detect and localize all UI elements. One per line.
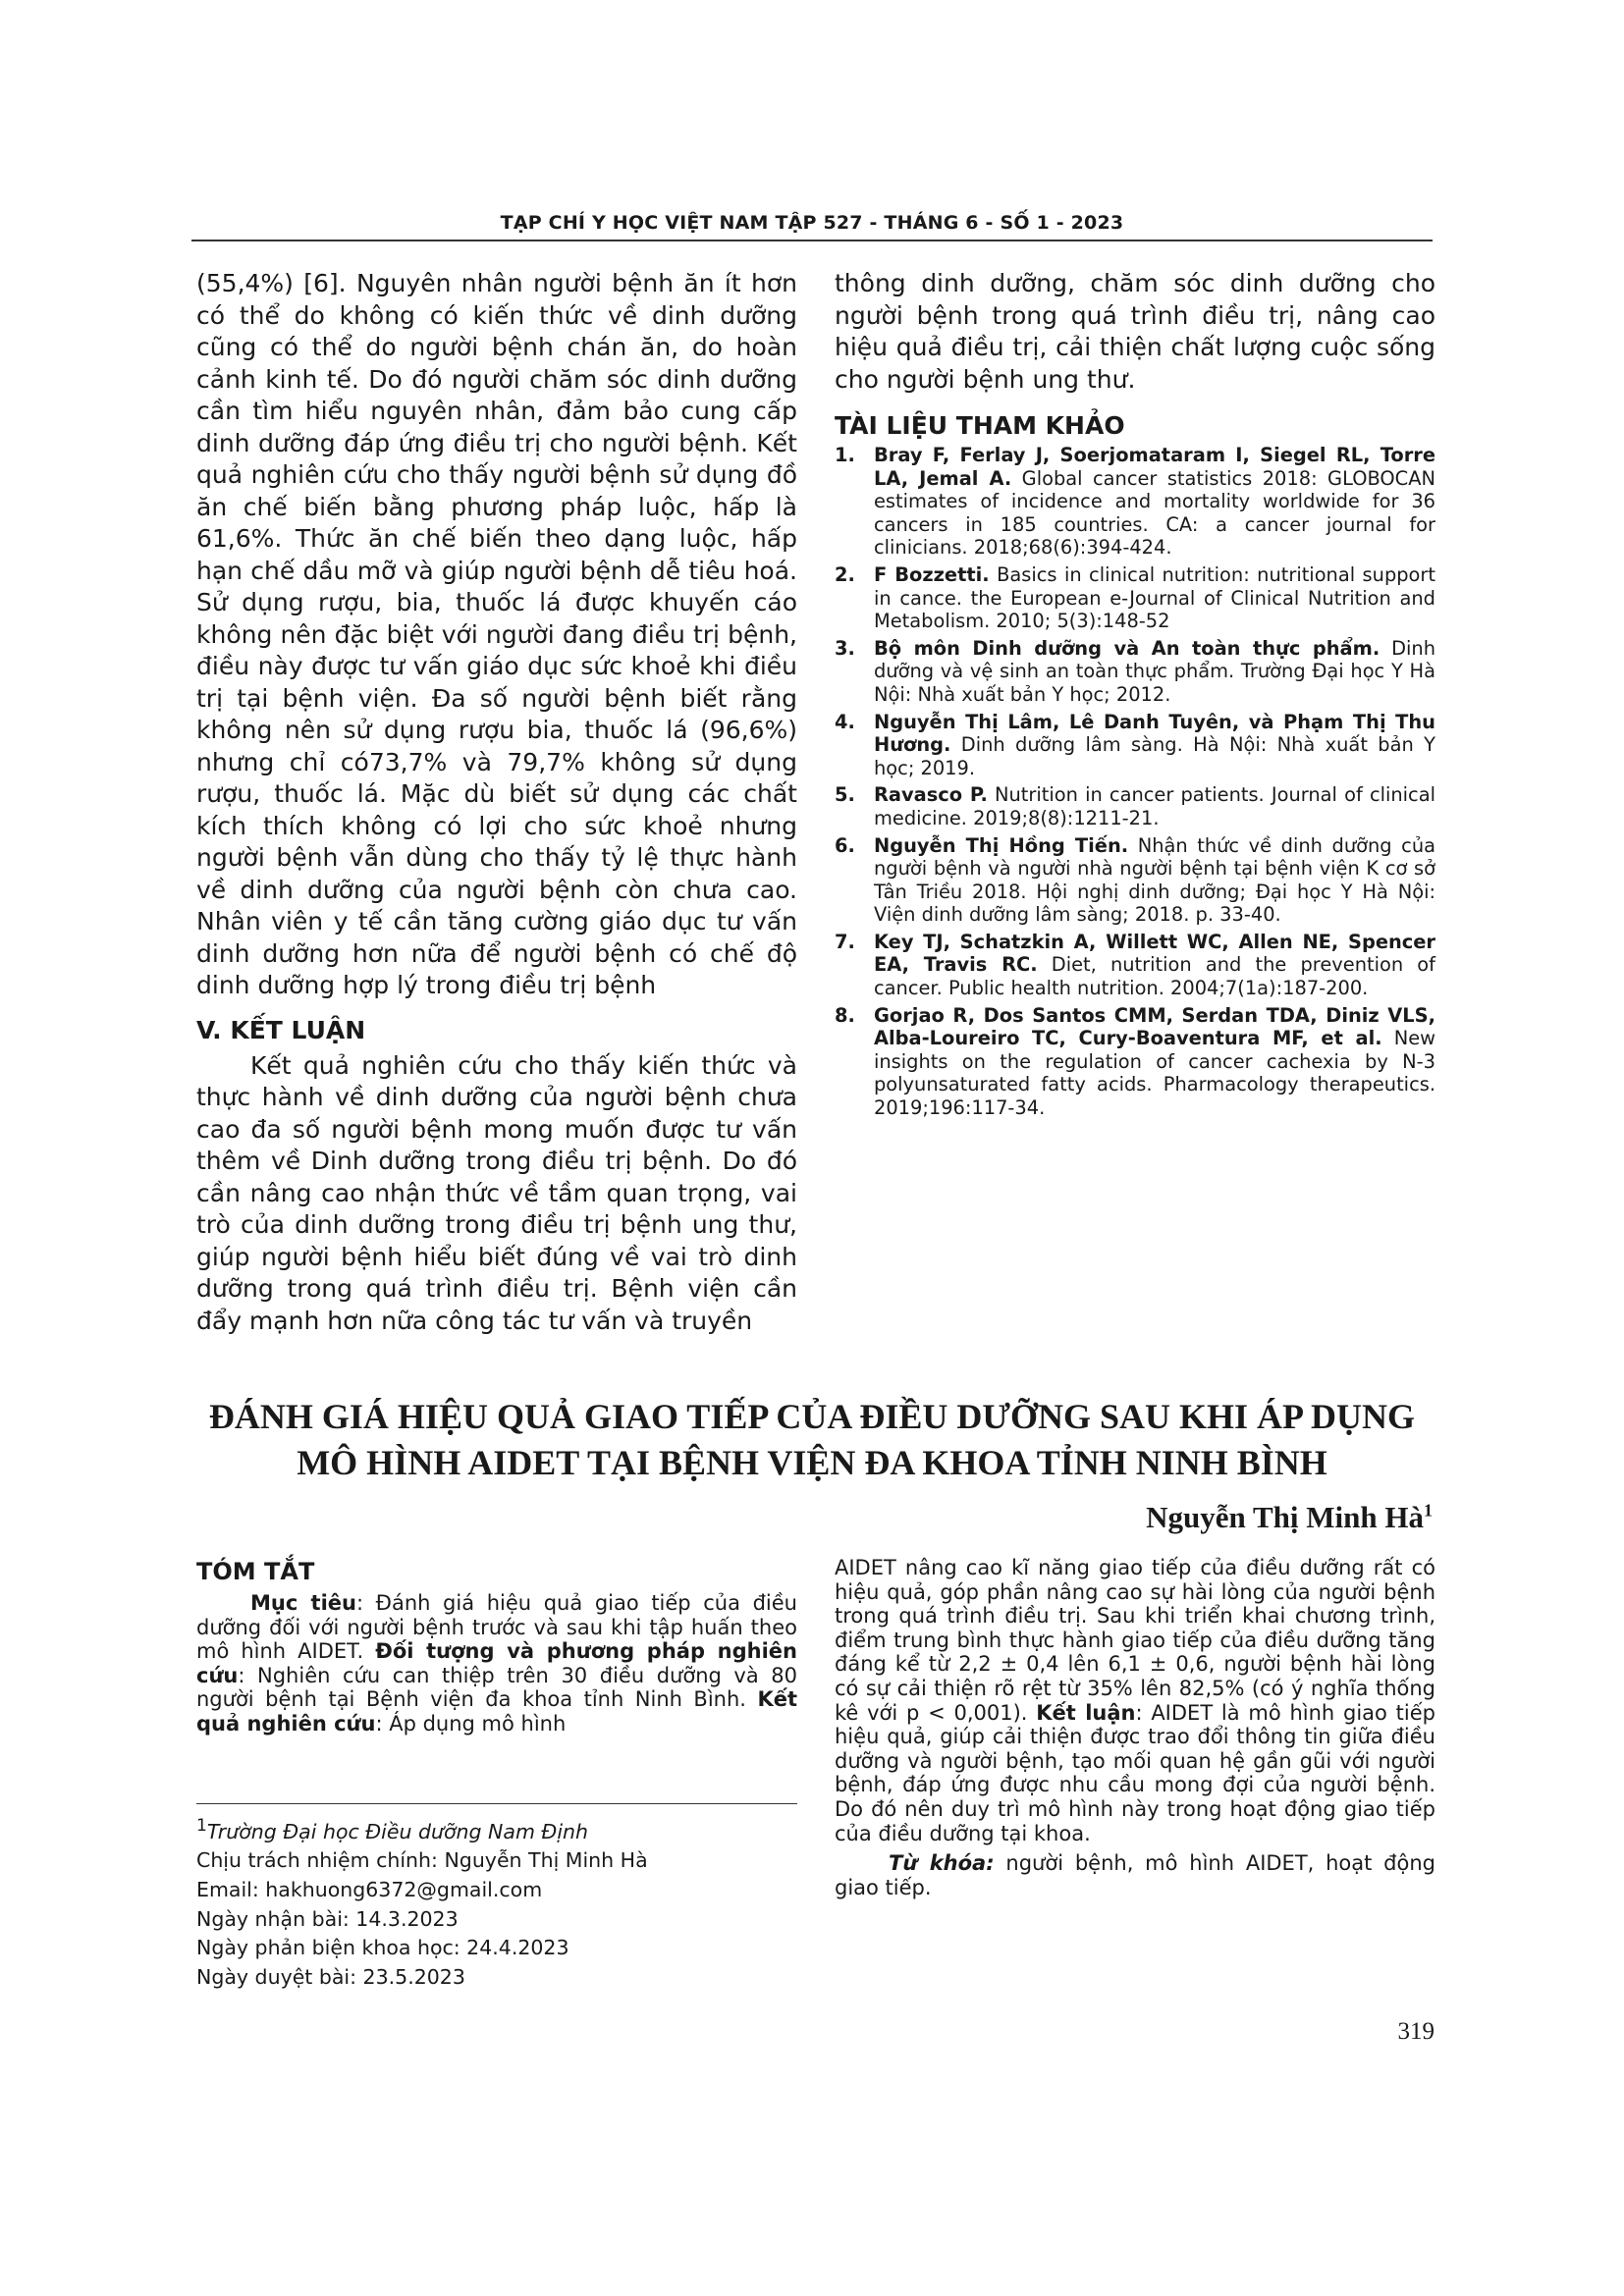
- reference-item: [835, 711, 1435, 780]
- reference-number: 3.: [835, 636, 855, 660]
- reference-text: [874, 444, 1435, 560]
- reference-authors: Bộ môn Dinh dưỡng và An toàn thực phẩm.: [874, 636, 1380, 660]
- reference-number: 4.: [835, 710, 855, 733]
- article-title-line-2: MÔ HÌNH AIDET TẠI BỆNH VIỆN ĐA KHOA TỈNH NINH BÌNH: [297, 1443, 1327, 1482]
- reference-authors: Gorjao R, Dos Santos CMM, Serdan TDA, Diniz VLS, Alba-Loureiro TC, Cury-Boaventura MF, et al.: [874, 1003, 1435, 1050]
- reference-details: Dinh dưỡng lâm sàng. Hà Nội: Nhà xuất bản Y học; 2019.: [874, 733, 1435, 779]
- reference-item: [835, 1004, 1435, 1120]
- reference-text: [874, 1004, 1435, 1120]
- reference-details: New insights on the regulation of cancer cachexia by N-3 polyunsaturated fatty acids. Pharmacology therapeutics. 2019;196:117-34.: [874, 1027, 1435, 1120]
- discussion-paragraph: (55,4%) [6]. Nguyên nhân người bệnh ăn ít hơn có thể do không có kiến thức về dinh dưỡng cũng có thể do người bệnh chán ăn, do hoàn cảnh kinh tế. Do đó người chăm sóc dinh dưỡng cần tìm hiểu nguyên nhân, đảm bảo cung cấp dinh dưỡng đáp ứng điều trị cho người bệnh. Kết quả nghiên cứu cho thấy người bệnh sử dụng đồ ăn chế biến bằng phương pháp luộc, hấp là 61,6%. Thức ăn chế biến theo dạng luộc, hấp hạn chế dầu mỡ và giúp người bệnh dễ tiêu hoá. Sử dụng rượu, bia, thuốc lá được khuyến cáo không nên đặc biệt với người đang điều trị bệnh, điều này được tư vấn giáo dục sức khoẻ khi điều trị tại bệnh viện. Đa số người bệnh biết rằng không nên sử dụng rượu bia, thuốc lá (96,6%) nhưng chỉ có73,7% và 79,7% không sử dụng rượu, thuốc lá. Mặc dù biết sử dụng các chất kích thích không có lợi cho sức khoẻ nhưng người bệnh vẫn dùng cho thấy tỷ lệ thực hành về dinh dưỡng của người bệnh còn chưa cao. Nhân viên y tế cần tăng cường giáo dục tư vấn dinh dưỡng hơn nữa để người bệnh có chế độ dinh dưỡng hợp lý trong điều trị bệnh: [196, 269, 797, 999]
- reference-text: [874, 637, 1435, 707]
- methods-text: : Nghiên cứu can thiệp trên 30 điều dưỡng và 80 người bệnh tại Bệnh viện đa khoa tỉnh Ninh Bình.: [196, 1663, 797, 1712]
- author-name: Nguyễn Thị Minh Hà: [1146, 1500, 1424, 1534]
- article-title: [157, 1394, 1467, 1486]
- results-label: Kết quả nghiên cứu: [196, 1687, 797, 1735]
- reference-text: [874, 783, 1435, 829]
- reference-number: 1.: [835, 444, 855, 466]
- reference-number: 7.: [835, 930, 855, 953]
- objective-label: Mục tiêu: [250, 1591, 356, 1615]
- reference-item: [835, 444, 1435, 560]
- conclusion-heading: V. KẾT LUẬN: [196, 1015, 366, 1044]
- footnotes: [196, 1812, 797, 1992]
- reference-authors: F Bozzetti.: [874, 562, 990, 586]
- keywords-text: người bệnh, mô hình AIDET, hoạt động giao tiếp.: [835, 1851, 1435, 1899]
- conclusion-continuation: thông dinh dưỡng, chăm sóc dinh dưỡng cho người bệnh trong quá trình điều trị, nâng cao hiệu quả điều trị, cải thiện chất lượng cuộc sống cho người bệnh ung thư.: [835, 269, 1435, 394]
- article-title-line-1: ĐÁNH GIÁ HIỆU QUẢ GIAO TIẾP CỦA ĐIỀU DƯỠNG SAU KHI ÁP DỤNG: [208, 1397, 1416, 1436]
- reference-details: Nhận thức về dinh dưỡng của người bệnh và người nhà người bệnh tại bệnh viện K cơ sở Tân Triều 2018. Hội nghị dinh dưỡng; Đại học Y Hà Nội: Viện dinh dưỡng lâm sàng; 2018. p. 33-40.: [874, 833, 1435, 927]
- abstract-left-column: [196, 1558, 797, 1736]
- methods-label: Đối tượng và phương pháp nghiên cứu: [196, 1639, 797, 1687]
- right-column-top: [835, 268, 1435, 1124]
- page-number: 319: [1397, 2018, 1435, 2045]
- reference-item: [835, 563, 1435, 633]
- reference-details: Diet, nutrition and the prevention of cancer. Public health nutrition. 2004;7(1a):187-200.: [874, 953, 1435, 1000]
- accepted-date: Ngày duyệt bài: 23.5.2023: [196, 1964, 465, 1989]
- reference-authors: Ravasco P.: [874, 783, 988, 807]
- reference-details: Dinh dưỡng và vệ sinh an toàn thực phẩm. Trường Đại học Y Hà Nội: Nhà xuất bản Y học; 2012.: [874, 636, 1435, 706]
- reference-item: [835, 783, 1435, 829]
- reference-authors: Key TJ, Schatzkin A, Willett WC, Allen NE, Spencer EA, Travis RC.: [874, 930, 1435, 977]
- keywords-paragraph: [835, 1851, 1435, 1899]
- reference-authors: Bray F, Ferlay J, Soerjomataram I, Siegel RL, Torre LA, Jemal A.: [874, 444, 1435, 490]
- reference-number: 2.: [835, 562, 855, 586]
- reference-item: [835, 637, 1435, 707]
- objective-text: : Đánh giá hiệu quả giao tiếp của điều dưỡng đối với người bệnh trước và sau khi tập huấn theo mô hình AIDET.: [196, 1591, 797, 1664]
- reference-details: Basics in clinical nutrition: nutritional support in cance. the European e-Journal of Clinical Nutrition and Metabolism. 2010; 5(3):148-52: [874, 562, 1435, 633]
- reference-details: Nutrition in cancer patients. Journal of clinical medicine. 2019;8(8):1211-21.: [874, 783, 1435, 829]
- reference-details: Global cancer statistics 2018: GLOBOCAN estimates of incidence and mortality worldwide for 36 cancers in 185 countries. CA: a cancer journal for clinicians. 2018;68(6):394-424.: [874, 466, 1435, 560]
- abstract-paragraph-left: [196, 1591, 797, 1736]
- received-date: Ngày nhận bài: 14.3.2023: [196, 1906, 459, 1931]
- reference-text: [874, 711, 1435, 780]
- abstract-paragraph-right: [835, 1556, 1435, 1845]
- reference-authors: Nguyễn Thị Lâm, Lê Danh Tuyên, và Phạm Thị Thu Hương.: [874, 710, 1435, 757]
- left-column-top: [196, 268, 797, 1337]
- footnote-divider: [196, 1803, 797, 1804]
- results-continued-text: AIDET nâng cao kĩ năng giao tiếp của điều dưỡng rất có hiệu quả, góp phần nâng cao sự hài lòng của người bệnh trong quá trình điều trị. Sau khi triển khai chương trình, điểm trung bình thực hành giao tiếp của điều dưỡng tăng đáng kể từ 2,2 ± 0,4 lên 6,1 ± 0,6, người bệnh hài lòng có sự cải thiện rõ rệt từ 35% lên 82,5% (có ý nghĩa thống kê với p < 0,001).: [835, 1556, 1435, 1725]
- reference-number: 5.: [835, 783, 855, 807]
- affiliation-text: Trường Đại học Điều dưỡng Nam Định: [206, 1819, 588, 1843]
- references-heading: TÀI LIỆU THAM KHẢO: [835, 411, 1125, 440]
- reference-list: [835, 444, 1435, 1120]
- abstract-heading: TÓM TẮT: [196, 1558, 315, 1585]
- keywords-label: Từ khóa:: [889, 1851, 995, 1876]
- affiliation-marker: 1: [196, 1816, 207, 1836]
- reference-item: [835, 834, 1435, 927]
- running-header: TẠP CHÍ Y HỌC VIỆT NAM TẬP 527 - THÁNG 6 - SỐ 1 - 2023: [500, 212, 1124, 234]
- abstract-conclusion-text: : AIDET là mô hình giao tiếp hiệu quả, giúp cải thiện được trao đổi thông tin giữa điều dưỡng và người bệnh, tạo mối quan hệ gần gũi với người bệnh, đáp ứng được nhu cầu mong đợi của người bệnh. Do đó nên duy trì mô hình này trong hoạt động giao tiếp của điều dưỡng tại khoa.: [835, 1700, 1435, 1845]
- review-date: Ngày phản biện khoa học: 24.4.2023: [196, 1936, 569, 1960]
- affiliation-footnote: [196, 1812, 797, 1846]
- author-affiliation-marker: 1: [1424, 1500, 1433, 1521]
- contact-email: Email: hakhuong6372@gmail.com: [196, 1878, 543, 1902]
- responsible-author: Chịu trách nhiệm chính: Nguyễn Thị Minh Hà: [196, 1848, 648, 1873]
- header-divider: [191, 240, 1433, 241]
- reference-item: [835, 931, 1435, 1000]
- results-text: : Áp dụng mô hình: [375, 1711, 567, 1735]
- conclusion-label: Kết luận: [1036, 1700, 1136, 1725]
- abstract-right-column: [835, 1556, 1435, 1899]
- reference-number: 8.: [835, 1003, 855, 1027]
- reference-authors: Nguyễn Thị Hồng Tiến.: [874, 833, 1129, 857]
- reference-text: [874, 834, 1435, 927]
- article-author: [1146, 1500, 1433, 1535]
- reference-text: [874, 931, 1435, 1000]
- reference-number: 6.: [835, 833, 855, 857]
- conclusion-paragraph: Kết quả nghiên cứu cho thấy kiến thức và thực hành về dinh dưỡng của người bệnh chưa cao đa số người bệnh mong muốn được tư vấn thêm về Dinh dưỡng trong điều trị bệnh. Do đó cần nâng cao nhận thức về tầm quan trọng, vai trò của dinh dưỡng trong điều trị bệnh ung thư, giúp người bệnh hiểu biết đúng về vai trò dinh dưỡng trong quá trình điều trị. Bệnh viện cần đẩy mạnh hơn nữa công tác tư vấn và truyền: [196, 1050, 797, 1335]
- reference-text: [874, 563, 1435, 633]
